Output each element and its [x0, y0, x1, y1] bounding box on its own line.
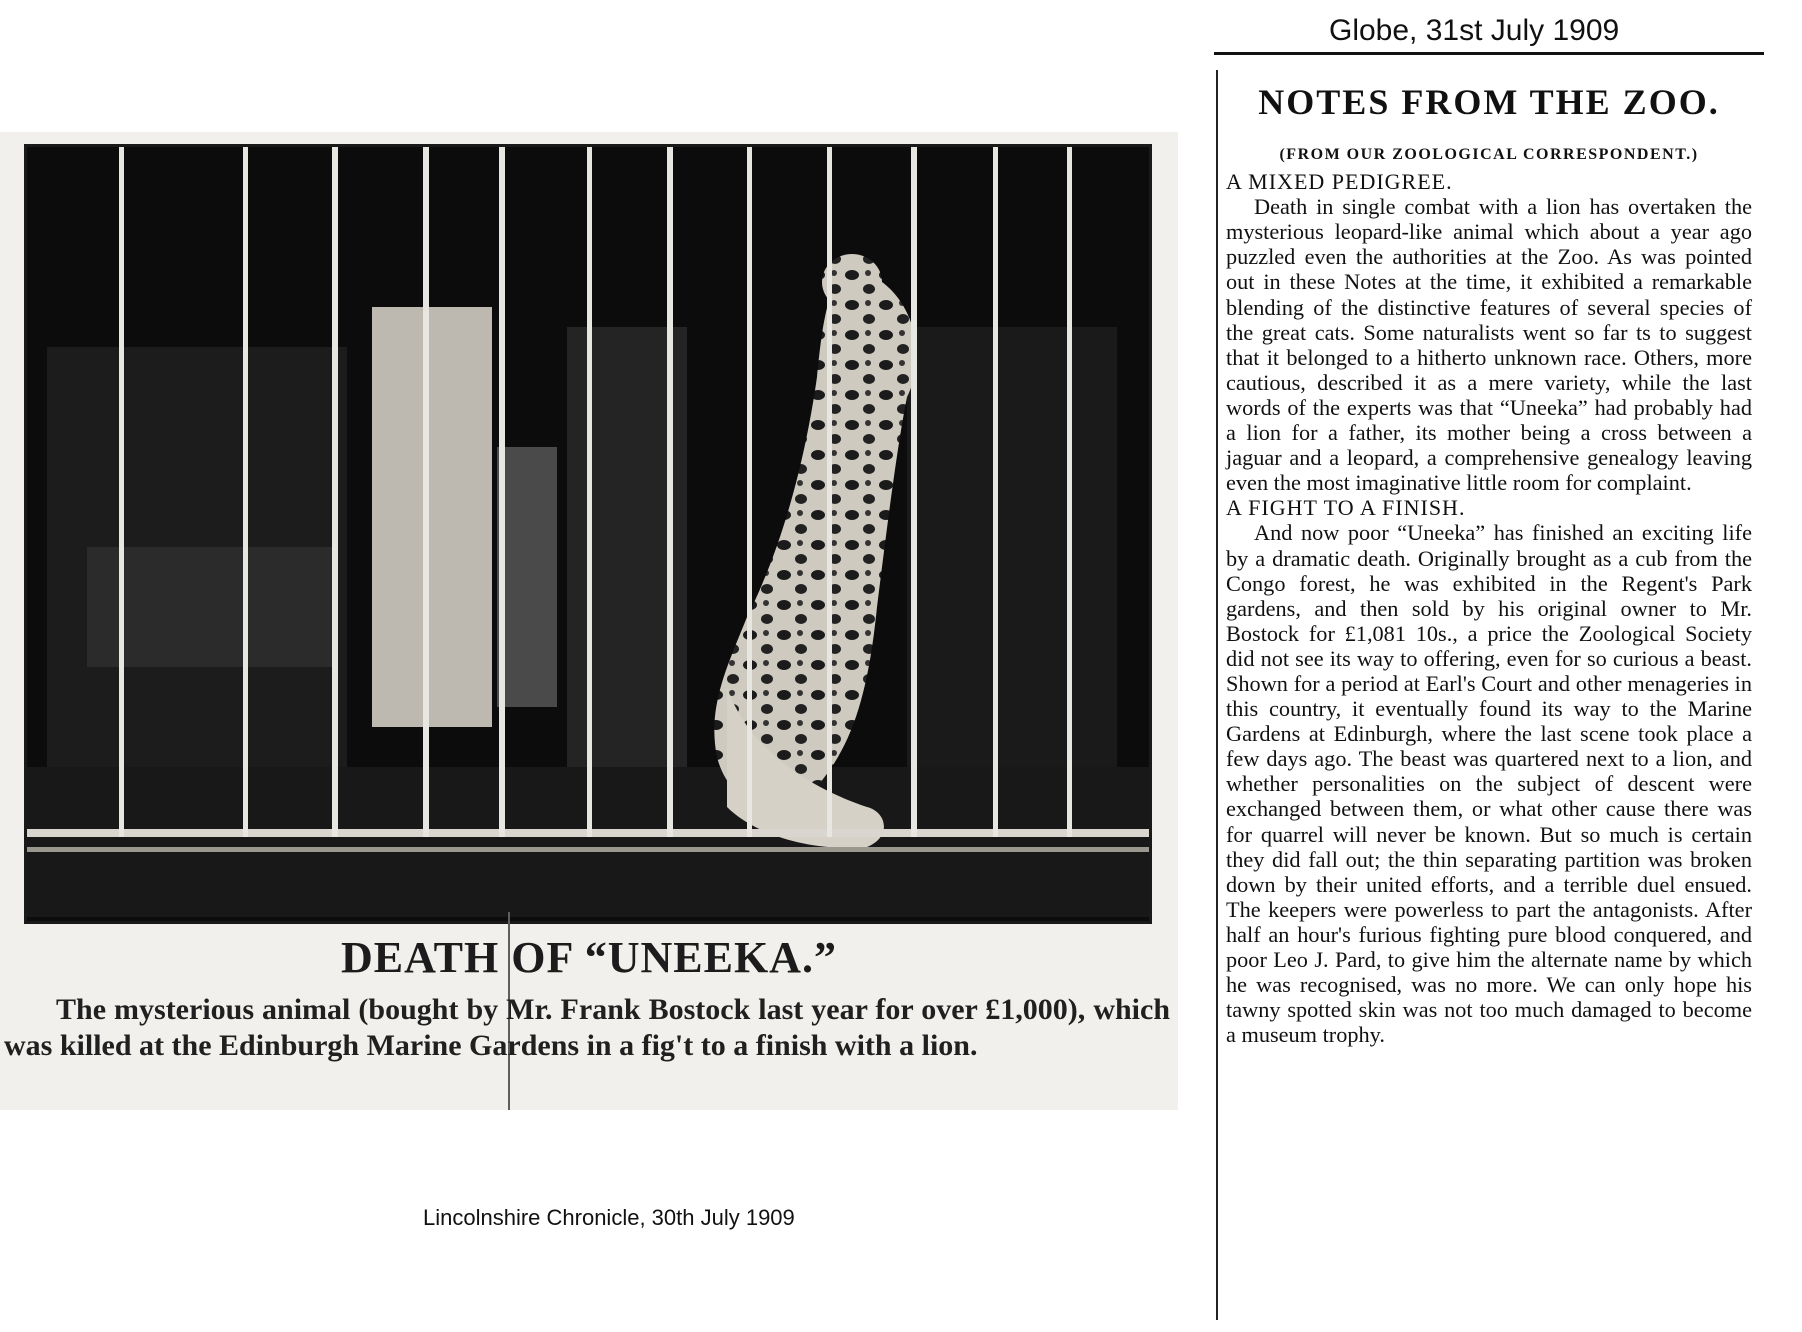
photo-headline: DEATH OF “UNEEKA.” — [341, 933, 837, 982]
photo-illustration — [27, 147, 1149, 921]
article-byline: (FROM OUR ZOOLOGICAL CORRESPONDENT.) — [1279, 146, 1699, 163]
lincolnshire-source-label: Lincolnshire Chronicle, 30th July 1909 — [423, 1205, 795, 1230]
globe-source-label: Globe, 31st July 1909 — [1329, 14, 1620, 47]
section-heading-fight-to-finish: A FIGHT TO A FINISH. — [1226, 495, 1466, 521]
article-title: NOTES FROM THE ZOO. — [1258, 82, 1720, 122]
column-top-rule — [1214, 52, 1764, 55]
column-left-rule — [1216, 70, 1218, 1320]
section-body-fight-to-finish: And now poor “Uneeka” has finished an exciting life by a dramatic death. Originally brought as a cub from the Congo forest, he was exhibited in the Regent's Park gardens, and then sold by his original owner to Mr. Bostock for £1,081 10s., a price the Zoological Society did not see its way to offering, even for so curious a beast. Shown for a period at Earl's Court and other menageries in this country, it eventually found its way to the Marine Gardens at Edinburgh, where the last scene took place a few days ago. The beast was quartered next to a lion, and whether personalities on the subject of descent were exchanged between them, or what other cause there was for quarrel will never be known. But so much is certain they did fall out; the thin separating partition was broken down by their united efforts, and a terrible duel ensued. The keepers were powerless to part the antagonists. After half an hour's furious fighting pure blood conquered, and poor Leo J. Pard, to give him the alternate name by which he was recognised, was no more. We can only hope his tawny spotted skin was not too much damaged to become a museum trophy. — [1226, 520, 1752, 1048]
section-heading-mixed-pedigree: A MIXED PEDIGREE. — [1226, 169, 1453, 195]
photo-caption: The mysterious animal (bought by Mr. Frank Bostock last year for over £1,000), which was killed at the Edinburgh Marine Gardens in a fig't to a finish with a lion. — [4, 993, 1170, 1062]
globe-clipping — [1212, 52, 1764, 1322]
section-body-mixed-pedigree: Death in single combat with a lion has overtaken the mysterious leopard-like animal which about a year ago puzzled even the authorities at the Zoo. As was pointed out in these Notes at the time, it exhibited a remarkable blending of the distinctive features of several species of the great cats. Some naturalists went so far ts to suggest that it belonged to a hitherto unknown race. Others, more cautious, described it as a mere variety, while the last words of the experts was that “Uneeka” had probably had a lion for a father, its mother being a cross between a jaguar and a leopard, a comprehensive genealogy leaving even the most imaginative little room for complaint. — [1226, 194, 1752, 496]
notes-from-the-zoo-article — [1226, 74, 1752, 1047]
caged-animal-photograph — [24, 144, 1152, 924]
lincolnshire-chronicle-clipping — [0, 132, 1178, 1230]
